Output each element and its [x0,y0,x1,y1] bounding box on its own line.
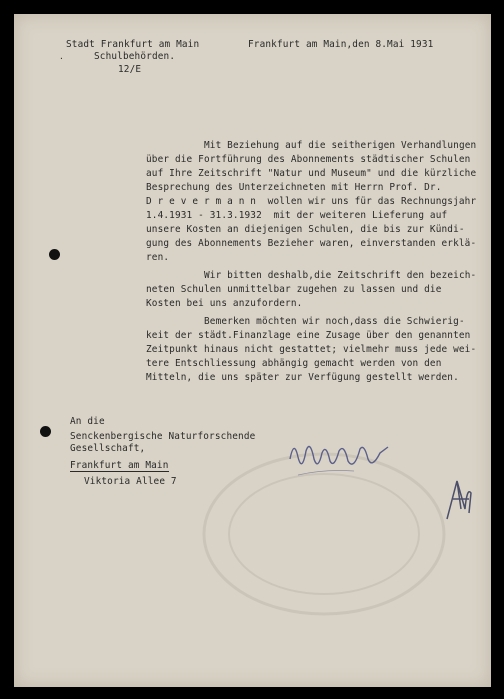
reference-number: 12/E [118,64,142,75]
punch-hole-upper [49,249,60,260]
body-line-15: Zeitpunkt hinaus nicht gestattet; vielmehr muss jede wei- [146,344,477,355]
body-line-16: tere Entschliessung abhängig gemacht werden von den [146,358,442,369]
letter-page [14,14,491,687]
body-line-17: Mitteln, die uns später zur Verfügung gestellt werden. [146,372,459,383]
address-line-4: Frankfurt am Main [70,460,169,471]
address-line-5: Viktoria Allee 7 [84,476,177,487]
body-line-4: Besprechung des Unterzeichneten mit Herrn Prof. Dr. [146,182,442,193]
handwritten-initials [439,469,479,529]
body-line-1: Mit Beziehung auf die seitherigen Verhandlungen [204,140,477,151]
address-line-2: Senckenbergische Naturforschende [70,431,256,442]
body-line-12: Kosten bei uns anzufordern. [146,298,303,309]
punch-hole-lower [40,426,51,437]
handwritten-signature [284,429,394,484]
dot-mark: · [59,54,64,63]
body-line-8: gung des Abonnements Bezieher waren, einverstanden erklä- [146,238,477,249]
body-line-2: über die Fortführung des Abonnements städtischer Schulen [146,154,471,165]
body-line-6: 1.4.1931 - 31.3.1932 mit der weiteren Lieferung auf [146,210,448,221]
address-line-1: An die [70,416,105,427]
body-line-14: keit der städt.Finanzlage eine Zusage über den genannten [146,330,471,341]
body-line-9: ren. [146,252,170,263]
body-line-13: Bemerken möchten wir noch,dass die Schwierig- [204,316,465,327]
body-line-11: neten Schulen unmittelbar zugehen zu lassen und die [146,284,442,295]
body-line-7: unsere Kosten an diejenigen Schulen, die bis zur Kündi- [146,224,465,235]
sender-line-1: Stadt Frankfurt am Main [66,39,200,50]
address-line-3: Gesellschaft, [70,443,146,454]
body-line-3: auf Ihre Zeitschrift "Natur und Museum" und die kürzliche [146,168,477,179]
body-line-10: Wir bitten deshalb,die Zeitschrift den bezeich- [204,270,477,281]
sender-line-2: Schulbehörden. [94,51,176,62]
place-date: Frankfurt am Main,den 8.Mai 1931 [248,39,434,50]
body-line-5: D r e v e r m a n n wollen wir uns für das Rechnungsjahr [146,196,477,207]
